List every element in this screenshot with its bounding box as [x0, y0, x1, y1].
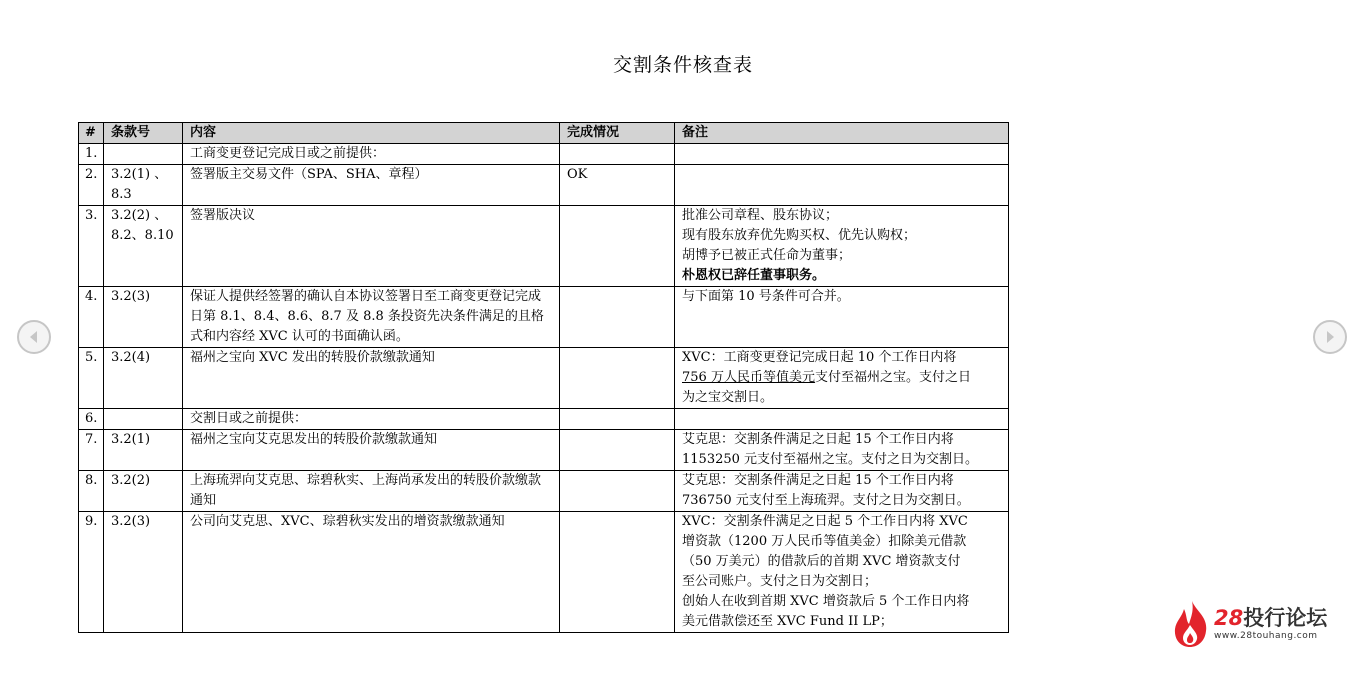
- note-line: [682, 388, 1001, 408]
- chevron-left-icon: [26, 329, 42, 345]
- row-clause: 3.2(2) 、8.2、8.10: [104, 206, 183, 287]
- note-text: XVC：工商变更登记完成日起 10 个工作日内将: [682, 350, 957, 365]
- row-status: OK: [560, 165, 675, 206]
- note-text: 736750 元支付至上海琉羿。支付之日为交割日。: [682, 493, 970, 508]
- row-notes: [675, 206, 1009, 287]
- next-page-button[interactable]: [1313, 320, 1347, 354]
- table-row: [79, 206, 1009, 287]
- header-content: 内容: [183, 123, 560, 144]
- note-text: 朴恩权已辞任董事职务。: [682, 268, 826, 283]
- watermark-logo: [1170, 598, 1350, 650]
- closing-conditions-table: [78, 122, 1009, 633]
- table-row: [79, 512, 1009, 633]
- table-header-row: [79, 123, 1009, 144]
- header-notes: 备注: [675, 123, 1009, 144]
- row-status: [560, 471, 675, 512]
- note-line: [682, 368, 1001, 388]
- row-status: [560, 430, 675, 471]
- row-number: 7.: [79, 430, 104, 471]
- row-content: 公司向艾克思、XVC、琮碧秋实发出的增资款缴款通知: [183, 512, 560, 633]
- row-notes: [675, 471, 1009, 512]
- note-line: [682, 246, 1001, 266]
- table-row: [79, 165, 1009, 206]
- row-notes: [675, 165, 1009, 206]
- row-status: [560, 287, 675, 348]
- row-notes: [675, 409, 1009, 430]
- note-line: [682, 206, 1001, 226]
- row-number: 1.: [79, 144, 104, 165]
- row-notes: [675, 144, 1009, 165]
- note-text: 现有股东放弃优先购买权、优先认购权；: [682, 228, 917, 243]
- note-text: 756 万人民币等值美元: [682, 370, 815, 385]
- row-clause: 3.2(3): [104, 287, 183, 348]
- note-line: [682, 612, 1001, 632]
- note-line: [682, 572, 1001, 592]
- note-text: 1153250 元支付至福州之宝。支付之日为交割日。: [682, 452, 979, 467]
- row-notes: [675, 430, 1009, 471]
- row-notes: [675, 287, 1009, 348]
- table-row: [79, 348, 1009, 409]
- row-clause: 3.2(1) 、8.3: [104, 165, 183, 206]
- page-title: 交割条件核查表: [612, 54, 753, 76]
- row-content: 签署版决议: [183, 206, 560, 287]
- header-clause: 条款号: [104, 123, 183, 144]
- row-clause: 3.2(3): [104, 512, 183, 633]
- chevron-right-icon: [1322, 329, 1338, 345]
- note-line: [682, 532, 1001, 552]
- row-notes: [675, 512, 1009, 633]
- note-line: [682, 512, 1001, 532]
- note-line: [682, 266, 1001, 286]
- note-text: 与下面第 10 号条件可合并。: [682, 289, 850, 304]
- table-row: [79, 430, 1009, 471]
- row-content: 上海琉羿向艾克思、琮碧秋实、上海尚承发出的转股价款缴款通知: [183, 471, 560, 512]
- note-text: 美元借款偿还至 XVC Fund II LP；: [682, 614, 893, 629]
- watermark-digits: 28: [1214, 606, 1244, 630]
- note-text-continued: 支付至福州之宝。支付之日: [814, 370, 971, 385]
- previous-page-button[interactable]: [17, 320, 51, 354]
- row-status: [560, 206, 675, 287]
- row-number: 3.: [79, 206, 104, 287]
- table-row: [79, 144, 1009, 165]
- note-text: 艾克思：交割条件满足之日起 15 个工作日内将: [682, 432, 954, 447]
- note-text: 增资款（1200 万人民币等值美金）扣除美元借款: [682, 534, 967, 549]
- note-line: [682, 348, 1001, 368]
- note-text: 创始人在收到首期 XVC 增资款后 5 个工作日内将: [682, 594, 970, 609]
- table-row: [79, 287, 1009, 348]
- note-line: [682, 592, 1001, 612]
- note-line: [682, 450, 1001, 470]
- watermark-url: www.28touhang.com: [1214, 631, 1318, 641]
- row-clause: [104, 409, 183, 430]
- note-line: [682, 471, 1001, 491]
- row-notes: [675, 348, 1009, 409]
- note-text: 为之宝交割日。: [682, 390, 774, 405]
- note-line: [682, 226, 1001, 246]
- note-text: 至公司账户。支付之日为交割日；: [682, 574, 878, 589]
- table-row: [79, 471, 1009, 512]
- row-clause: 3.2(1): [104, 430, 183, 471]
- row-number: 5.: [79, 348, 104, 409]
- row-content: 签署版主交易文件（SPA、SHA、章程）: [183, 165, 560, 206]
- flame-logo-icon: [1170, 599, 1212, 649]
- header-status: 完成情况: [560, 123, 675, 144]
- note-text: 批准公司章程、股东协议；: [682, 208, 839, 223]
- row-number: 4.: [79, 287, 104, 348]
- row-number: 8.: [79, 471, 104, 512]
- row-content: 福州之宝向艾克思发出的转股价款缴款通知: [183, 430, 560, 471]
- row-content: 保证人提供经签署的确认自本协议签署日至工商变更登记完成日第 8.1、8.4、8.6、8.7 及 8.8 条投资先决条件满足的且格式和内容经 XVC 认可的书面确认函。: [183, 287, 560, 348]
- table-body: [79, 144, 1009, 633]
- row-content: 工商变更登记完成日或之前提供：: [183, 144, 560, 165]
- header-number: #: [79, 123, 104, 144]
- row-status: [560, 512, 675, 633]
- note-line: [682, 491, 1001, 511]
- row-content: 交割日或之前提供：: [183, 409, 560, 430]
- row-status: [560, 144, 675, 165]
- note-text: （50 万美元）的借款后的首期 XVC 增资款支付: [682, 554, 961, 569]
- row-number: 2.: [79, 165, 104, 206]
- row-status: [560, 409, 675, 430]
- note-text: 艾克思：交割条件满足之日起 15 个工作日内将: [682, 473, 954, 488]
- note-line: [682, 552, 1001, 572]
- row-content: 福州之宝向 XVC 发出的转股价款缴款通知: [183, 348, 560, 409]
- row-status: [560, 348, 675, 409]
- note-line: [682, 430, 1001, 450]
- row-number: 6.: [79, 409, 104, 430]
- note-text: 胡博予已被正式任命为董事；: [682, 248, 852, 263]
- row-clause: 3.2(4): [104, 348, 183, 409]
- table-row: [79, 409, 1009, 430]
- row-clause: 3.2(2): [104, 471, 183, 512]
- row-clause: [104, 144, 183, 165]
- note-line: [682, 287, 1001, 307]
- watermark-name: 投行论坛: [1243, 606, 1328, 630]
- row-number: 9.: [79, 512, 104, 633]
- note-text: XVC：交割条件满足之日起 5 个工作日内将 XVC: [682, 514, 968, 529]
